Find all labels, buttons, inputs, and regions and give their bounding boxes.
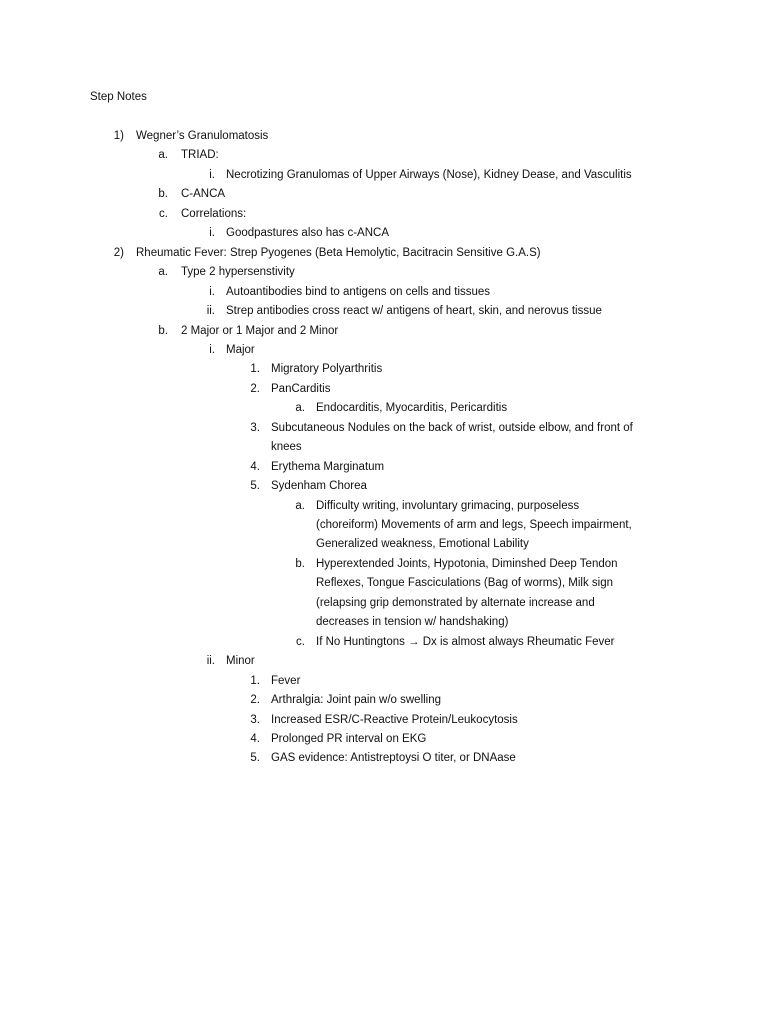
outline-marker: 4.: [250, 460, 260, 473]
outline-marker: i.: [209, 343, 215, 356]
outline-marker: 1): [113, 130, 124, 142]
outline-marker: 2.: [250, 694, 260, 707]
outline-item-text: Correlations:: [181, 207, 247, 220]
outline-marker: ii.: [206, 305, 215, 318]
outline-marker: a.: [158, 149, 168, 162]
outline-item-text: Major: [226, 343, 255, 356]
outline-item-text: If No Huntingtons → Dx is almost always Rheumatic Fever: [316, 635, 615, 648]
outline-marker: 3.: [250, 713, 260, 726]
outline-item-text: Prolonged PR interval on EKG: [271, 732, 427, 745]
outline-item-text: GAS evidence: Antistreptoysi O titer, or DNAase: [271, 752, 516, 765]
outline-item-text: (choreiform) Movements of arm and legs, Speech impairment,: [316, 519, 632, 531]
outline-item-text: decreases in tension w/ handshaking): [316, 616, 509, 629]
outline-item-text: Generalized weakness, Emotional Lability: [316, 538, 529, 551]
outline-item-text: C-ANCA: [181, 188, 226, 201]
outline-item-text: (relapsing grip demonstrated by alternate increase and: [316, 596, 595, 609]
page-title: Step Notes: [90, 91, 147, 103]
outline-item-text: Difficulty writing, involuntary grimacing, purposeless: [316, 499, 580, 512]
outline-item-text: knees: [271, 441, 302, 454]
outline-marker: b.: [158, 324, 168, 337]
outline-item-text: PanCarditis: [271, 382, 331, 395]
outline-item-text: Necrotizing Granulomas of Upper Airways (Nose), Kidney Dease, and Vasculitis: [226, 168, 632, 181]
outline-marker: i.: [209, 285, 215, 298]
outline-marker: a.: [158, 266, 168, 279]
outline-marker: 5.: [250, 480, 260, 493]
outline-item-text: 2 Major or 1 Major and 2 Minor: [181, 324, 339, 337]
outline-marker: 1.: [250, 674, 260, 687]
outline-item-text: Increased ESR/C-Reactive Protein/Leukocytosis: [271, 713, 518, 726]
outline-marker: b.: [295, 557, 305, 570]
outline-marker: a.: [295, 402, 305, 415]
outline-item-text: Goodpastures also has c-ANCA: [226, 227, 389, 240]
outline-item-text: Strep antibodies cross react w/ antigens of heart, skin, and nerovus tissue: [226, 305, 602, 318]
outline-marker: ii.: [206, 655, 215, 668]
outline-marker: a.: [295, 499, 305, 512]
outline-item-text: Sydenham Chorea: [271, 480, 367, 493]
outline-marker: 3.: [250, 421, 260, 434]
outline-item-text: Endocarditis, Myocarditis, Pericarditis: [316, 402, 508, 415]
outline-item-text: Fever: [271, 674, 301, 687]
outline-item-text: Type 2 hypersenstivity: [181, 266, 295, 279]
outline-item-text: Subcutaneous Nodules on the back of wrist, outside elbow, and front of: [271, 421, 633, 434]
outline-marker: i.: [209, 168, 215, 181]
outline-item-text: Minor: [226, 655, 255, 668]
outline-item-text: Autoantibodies bind to antigens on cells and tissues: [226, 285, 491, 298]
outline-marker: i.: [209, 227, 215, 240]
outline-item-text: Hyperextended Joints, Hypotonia, Diminshed Deep Tendon: [316, 557, 618, 570]
outline-marker: 2): [113, 246, 124, 259]
outline-item-text: Rheumatic Fever: Strep Pyogenes (Beta Hemolytic, Bacitracin Sensitive G.A.S): [136, 246, 541, 259]
outline-item-text: Erythema Marginatum: [271, 460, 385, 473]
outline-marker: b.: [158, 188, 168, 201]
outline-marker: 2.: [250, 382, 260, 395]
outline-item-text: Migratory Polyarthritis: [271, 363, 383, 376]
outline-item-text: Arthralgia: Joint pain w/o swelling: [271, 694, 442, 707]
outline-item-text: TRIAD:: [181, 149, 219, 162]
outline-item-text: Reflexes, Tongue Fasciculations (Bag of worms), Milk sign: [316, 577, 613, 590]
outline-marker: c.: [296, 635, 305, 648]
outline-item-text: Wegner’s Granulomatosis: [136, 130, 269, 142]
outline-marker: 4.: [250, 732, 260, 745]
outline-marker: 1.: [250, 363, 260, 376]
outline-marker: 5.: [250, 752, 260, 765]
outline-marker: c.: [159, 207, 168, 220]
